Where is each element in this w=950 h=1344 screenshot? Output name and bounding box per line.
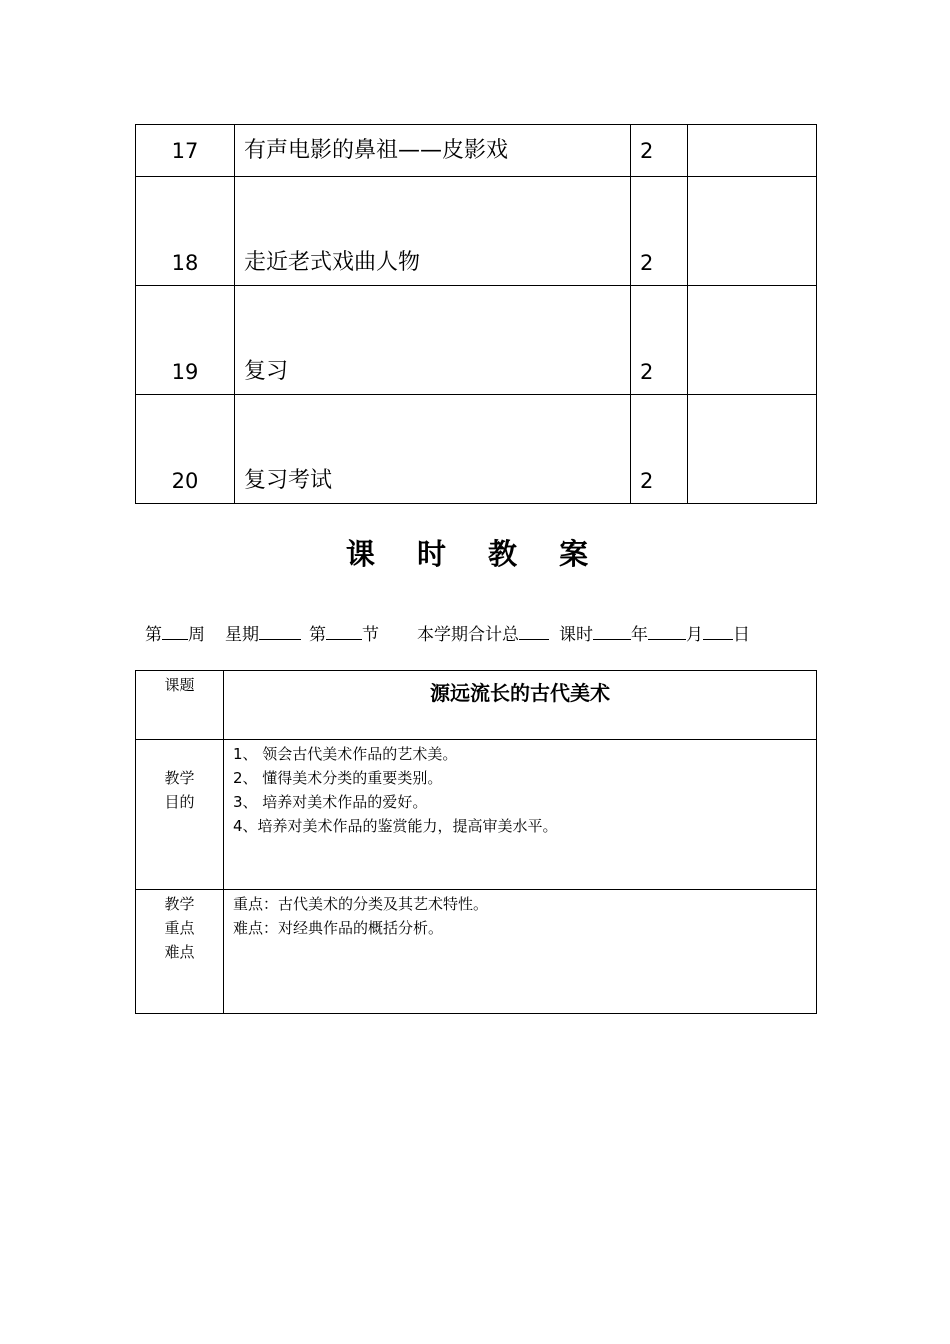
goals-label-line: 目的 — [164, 793, 195, 811]
year-label: 年 — [631, 625, 648, 645]
key-point-item: 重点：古代美术的分类及其艺术特性。 — [233, 895, 489, 913]
schedule-table — [135, 124, 817, 504]
topic-row — [136, 671, 817, 740]
lesson-number: 20 — [136, 395, 235, 504]
goals-row — [136, 740, 817, 890]
lesson-hours-blank — [593, 625, 631, 640]
table-row — [136, 125, 817, 177]
week-suffix: 周 — [188, 625, 205, 645]
topic-label: 课题 — [136, 671, 224, 740]
table-row — [136, 177, 817, 286]
lesson-title: 有声电影的鼻祖——皮影戏 — [235, 125, 631, 177]
lesson-title: 复习考试 — [235, 395, 631, 504]
lesson-number: 19 — [136, 286, 235, 395]
page-title: 课 时 教 案 — [345, 537, 605, 571]
lesson-hours: 2 — [631, 125, 688, 177]
goals-label-line: 教学 — [164, 769, 195, 787]
table-row — [136, 395, 817, 504]
lesson-number: 18 — [136, 177, 235, 286]
month-blank — [703, 625, 733, 640]
lesson-hours: 2 — [631, 177, 688, 286]
lesson-title: 走近老式戏曲人物 — [235, 177, 631, 286]
week-prefix: 第 — [145, 625, 162, 645]
section-prefix: 第 — [309, 625, 326, 645]
month-label: 月 — [686, 625, 703, 645]
goal-item: 3、 培养对美术作品的爱好。 — [233, 793, 428, 811]
lesson-note — [688, 286, 817, 395]
lesson-note — [688, 177, 817, 286]
weekday-blank — [259, 625, 301, 640]
lesson-title: 复习 — [235, 286, 631, 395]
key-points-list — [224, 890, 817, 1014]
lesson-info-line — [145, 620, 750, 645]
goals-label — [136, 740, 224, 890]
lesson-hours-label: 课时 — [559, 625, 593, 645]
goals-list — [224, 740, 817, 890]
section-suffix: 节 — [362, 625, 379, 645]
key-points-label — [136, 890, 224, 1014]
lesson-number: 17 — [136, 125, 235, 177]
table-row — [136, 286, 817, 395]
lesson-note — [688, 395, 817, 504]
key-label-line: 难点 — [164, 943, 195, 961]
key-point-item: 难点：对经典作品的概括分析。 — [233, 919, 444, 937]
key-label-line: 重点 — [164, 919, 195, 937]
section-blank — [326, 625, 362, 640]
topic-value: 源远流长的古代美术 — [224, 671, 817, 740]
goal-item: 4、培养对美术作品的鉴赏能力，提高审美水平。 — [233, 817, 558, 835]
key-points-row — [136, 890, 817, 1014]
goal-item: 2、 懂得美术分类的重要类别。 — [233, 769, 443, 787]
lesson-plan-table — [135, 670, 817, 1014]
lesson-hours: 2 — [631, 395, 688, 504]
lesson-hours: 2 — [631, 286, 688, 395]
lesson-note — [688, 125, 817, 177]
week-blank — [162, 625, 188, 640]
day-label: 日 — [733, 625, 750, 645]
key-label-line: 教学 — [164, 895, 195, 913]
term-total-blank — [519, 625, 549, 640]
weekday-label: 星期 — [225, 625, 259, 645]
goal-item: 1、 领会古代美术作品的艺术美。 — [233, 745, 458, 763]
term-total-label: 本学期合计总 — [417, 625, 519, 645]
year-blank — [648, 625, 686, 640]
